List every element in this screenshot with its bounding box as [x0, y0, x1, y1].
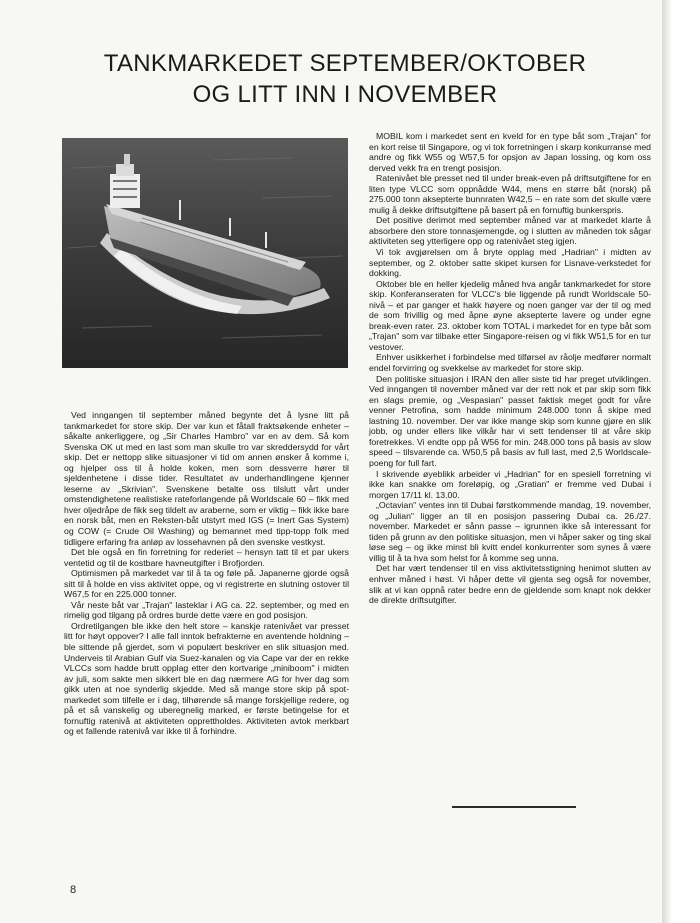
end-of-article-rule — [452, 806, 576, 808]
paragraph: „Octavian" ventes inn til Dubai førstkommende mandag, 19. november, og „Julian" ligger an til en posisjon passering Dubai ca. 26./27. november. Markedet er sånn passe – igrunnen ikke så interessant for tiden på grunn av den politiske situasjon, men vi håper saker og ting skal løse seg – og ikke minst bli kvitt endel konkurrenter som synes å være villig til å ta hva som helst for å komme seg unna. — [369, 500, 651, 563]
paragraph: Optimismen på markedet var til å ta og føle på. Japanerne gjorde også sitt til å holde en viss aktivitet oppe, og vi registrerte en slutning ostover til W67,5 for en 225.000 tonner. — [64, 568, 349, 600]
paragraph: Ratenivået ble presset ned til under break-even på driftsutgiftene for en liten type VLCC som oppnådde W44, mens en større båt (norsk) på 275.000 tonn aksepterte bunnraten W42,5 – en rate som det skulle være mulig å dekke driftsutgiftene på basert på en fornuftig bunkerspris. — [369, 173, 651, 215]
paragraph: Ordretilgangen ble ikke den helt store – kanskje ratenivået var presset litt for høyt oppover? I alle fall inntok befrakterne en aventende holdning – ble sittende på gjerdet, som vi populært beskriver en slik situasjon med. Underveis til Arabian Gulf via Suez-kanalen og via Cape var der en rekke VLCCs som hadde brutt opplag etter den kortvarige „miniboom" i midten av juli, som sakte men sikkert ble en dag nærmere AG for hver dag som gikk uten at noe synderlig skjedde. Med så mange store skip på spot-markedet som tilfelle er i dag, tilhørende så mange forskjellige redere, og på et så vanskelig og uberegnelig marked, er første betingelse for et fornuftig ratenivå at aktiviteten opprettholdes. Aktiviteten avtok merkbart og et fallende ratenivå var ikke til å forhindre. — [64, 620, 349, 737]
paragraph: Den politiske situasjon i IRAN den aller siste tid har preget utviklingen. Ved inngangen til november måned var der rett nok et par skip som fikk en slags premie, og „Vespasian" passet faktisk meget godt for våre venner Petrofina, som hadde minimum 248.000 tonn å skipe med lastning 10. november. Der var ikke mange skip som kunne gjøre en slik jobb, og under ellers like vilkår har vi sett tendenser til at våre skip foretrekkes. Vi endte opp på W56 for min. 248.000 tons på basis av slow speed – tilsvarende ca. W50,5 på basis av full last, med 2,5 Worldscale-poeng for full fart. — [369, 373, 651, 468]
tanker-ship-illustration — [62, 138, 348, 368]
paragraph: Vi tok avgjørelsen om å bryte opplag med „Hadrian" i midten av september, og 2. oktober satte skipet kursen for Lisnave-verkstedet for dokking. — [369, 247, 651, 279]
paragraph: Oktober ble en heller kjedelig måned hva angår tankmarkedet for store skip. Konferanseraten for VLCC's ble liggende på rundt Worldscale 50-nivå – et par ganger et hakk høyere og noen ganger var der til og med de som frivillig og med åpne øyne aksepterte lavere og under egne break-even rater. 23. oktober kom TOTAL i markedet for en type båt som „Trajan" som var tilbake etter Singapore-reisen og vi fikk W51,5 for en tur vestover. — [369, 278, 651, 352]
paragraph: I skrivende øyeblikk arbeider vi „Hadrian" for en spesiell forretning vi ikke kan snakke om foreløpig, og „Gratian" er fremme ved Dubai i morgen 17/11 kl. 13.00. — [369, 468, 651, 500]
tanker-ship-photo — [62, 138, 348, 368]
paragraph: MOBIL kom i markedet sent en kveld for en type båt som „Trajan" for en kort reise til Singapore, og vi tok forretningen i skarp konkurranse med andre og fikk W55 og W57,5 for opsjon av Japan lossing, og kom oss derved vekk fra en trengt posisjon. — [369, 131, 652, 173]
article-title — [40, 48, 650, 110]
page-edge — [662, 0, 700, 923]
paragraph: Det ble også en fin forretning for rederiet – hensyn tatt til et par ukers ventetid og til de kostbare havneutgifter i Brofjorden. — [64, 547, 349, 568]
paragraph: Enhver usikkerhet i forbindelse med tilførsel av råolje medfører normalt endel forvirring og svekkelse av markedet for store skip. — [369, 352, 651, 374]
page-number: 8 — [70, 884, 77, 896]
paragraph: Det positive derimot med september måned var at markedet klarte å absorbere den store tonnasjemengde, og i slutten av måneden tok sågar aktiviteten seg ytterligere opp og ratenivået steg igjen. — [369, 215, 651, 247]
article-left-column — [64, 410, 349, 737]
article-title-line-1: TANKMARKEDET SEPTEMBER/OKTOBER — [103, 50, 587, 77]
paragraph: Det har vært tendenser til en viss aktivitetsstigning henimot slutten av enhver måned i høst. Vi håper dette vil gjenta seg også for november, slik at vi kan oppnå rater bedre enn de gjeldende som knapt nok dekker de direkte driftsutgifter. — [369, 563, 651, 606]
article-right-column — [369, 131, 651, 606]
paragraph: Ved inngangen til september måned begynte det å lysne litt på tankmarkedet for store skip. Der var kun et fåtall fraktsøkende enheter – såkalte ankerliggere, og „Sir Charles Hambro" var en av dem. Så kom Svenska OK ut med en last som man skulle tro var skreddersydd for vårt skip. Det er nettopp slike situasjoner vi tid om annen ønsker å komme i, og hjelper oss til å holde koken, men som dessverre hører til sjeldenhetene i disse tider. Resultatet av underhandlingene kjenner leserne av „Skrivian". Svenskene betalte oss tilslutt vårt under omstendighetene realistiske rateforlangende på Worldscale 60 – fikk med hver oljedråpe de fikk seg tildelt av araberne, som er viktig – fikk ikke bare en norsk båt, men en Reksten-båt utstyrt med IGS (= Inert Gas System) og COW (= Crude Oil Washing) og bemannet med tipp-topp folk med tidligere erfaring fra anløp av lossehavnen på den svenske vestkyst. — [64, 410, 349, 547]
article-title-line-2: OG LITT INN I NOVEMBER — [192, 81, 498, 108]
paragraph: Vår neste båt var „Trajan" lasteklar i AG ca. 22. september, og med en rimelig god tilgang på ordres burde dette være en god posisjon. — [64, 599, 349, 621]
